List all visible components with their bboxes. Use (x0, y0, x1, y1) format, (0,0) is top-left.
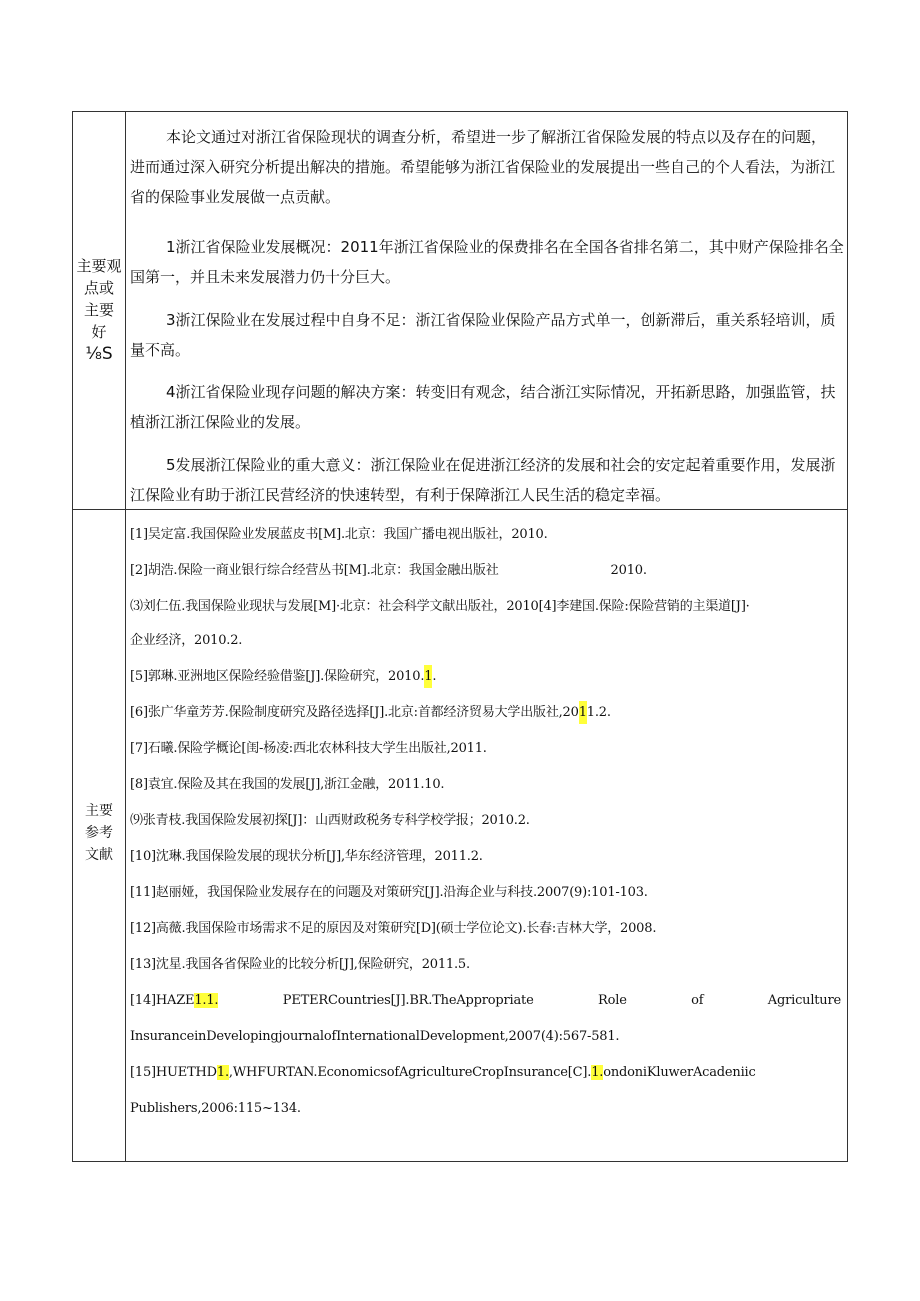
reference-13: [13]沈星.我国各省保险业的比较分析[J],保险研究，2011.5. (130, 957, 470, 972)
reference-11: [11]赵丽娅，我国保险业发展存在的问题及对策研究[J].沿海企业与科技.2007(9):101-103. (130, 885, 648, 900)
highlight: 1 (579, 701, 587, 724)
paragraph-intro: 本论文通过对浙江省保险现状的调查分析，希望进一步了解浙江省保险发展的特点以及存在的问题， 进而通过深入研究分析提出解决的措施。希望能够为浙江省保险业的发展提出一些自己的个人看法，为浙江 省的保险事业发展做一点贡献。 (130, 128, 836, 206)
main-points-content (126, 112, 847, 509)
highlight: 1.1. (194, 993, 219, 1008)
paragraph-point-1: 1浙江省保险业发展概况：2011年浙江省保险业的保费排名在全国各省排名第二，其中财产保险排名全 国第一，并且未来发展潜力仍十分巨大。 (130, 238, 844, 286)
references-label: 主要 参考 文献 (85, 803, 113, 863)
reference-15-cont: Publishers,2006:115~134. (130, 1101, 301, 1116)
highlight: 1 (424, 665, 432, 688)
reference-5: [5]郭琳.亚洲地区保险经验借鉴[J].保险研究，2010.1. (130, 668, 841, 686)
reference-7: [7]石曦.保险学概论[闺-杨凌:西北农林科技大学生出版社,2011. (130, 741, 487, 756)
paragraph-point-4: 4浙江省保险业现存问题的解决方案：转变旧有观念，结合浙江实际情况，开拓新思路，加强监管，扶 植浙江浙江保险业的发展。 (130, 383, 836, 431)
reference-6: [6]张广华童芳芳.保险制度研究及路径选择[J].北京:首都经济贸易大学出版社,2011.2. (130, 704, 841, 722)
highlight: 1. (216, 1065, 229, 1080)
main-points-label: 主要观 点或 主要 好 ⅛S (76, 257, 122, 364)
reference-10: [10]沈琳.我国保险发展的现状分析[J],华东经济管理，2011.2. (130, 849, 483, 864)
reference-2: [2]胡浩.保险一商业银行综合经营丛书[M].北京：我国金融出版社 2010. (130, 563, 647, 578)
highlight: 1. (591, 1065, 604, 1080)
reference-4-cont: 企业经济，2010.2. (130, 633, 243, 648)
reference-15: [15]HUETHD1.,WHFURTAN.EconomicsofAgricultureCropInsurance[C].1.ondoniKluwerAcadeniic (130, 1065, 756, 1080)
report-table (72, 111, 848, 1162)
paragraph-point-3: 3浙江保险业在发展过程中自身不足：浙江省保险业保险产品方式单一，创新滞后，重关系轻培训，质 量不高。 (130, 311, 836, 359)
reference-8: [8]袁宜.保险及其在我国的发展[J],浙江金融，2011.10. (130, 777, 445, 792)
references-content (126, 510, 847, 1161)
reference-14-cont: InsuranceinDevelopingjournalofInternationalDevelopment,2007(4):567-581. (130, 1029, 620, 1044)
reference-1: [1]吴定富.我国保险业发展蓝皮书[M].北京：我国广播电视出版社，2010. (130, 527, 548, 542)
reference-3-4: ⑶刘仁伍.我国保险业现状与发展[M]·北京：社会科学文献出版社，2010[4]李建国.保险:保险营销的主渠道[J]· (130, 599, 750, 614)
paragraph-point-5: 5发展浙江保险业的重大意义：浙江保险业在促进浙江经济的发展和社会的安定起着重要作用，发展浙 江保险业有助于浙江民营经济的快速转型，有利于保障浙江人民生活的稳定幸福。 (130, 456, 836, 504)
reference-14: [14]HAZE1.1. PETERCountries[J].BR.TheAppropriate Role of Agriculture (130, 993, 841, 1008)
reference-12: [12]高薇.我国保险市场需求不足的原因及对策研究[D](硕士学位论文).长春:吉林大学，2008. (130, 921, 657, 936)
reference-9: ⑼张青枝.我国保险发展初探[J]：山西财政税务专科学校学报；2010.2. (130, 813, 530, 828)
